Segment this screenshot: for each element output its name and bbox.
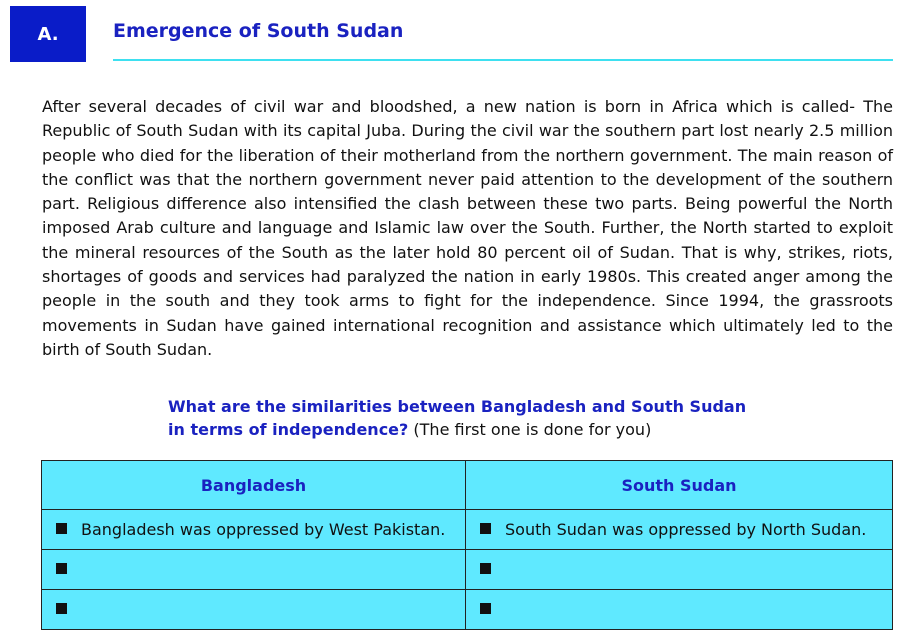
comparison-table	[41, 460, 893, 630]
table-cell[interactable]	[42, 590, 466, 630]
square-bullet-icon	[480, 523, 491, 534]
cell-text: South Sudan was oppressed by North Sudan.	[505, 520, 867, 539]
table-cell[interactable]	[466, 550, 893, 590]
square-bullet-icon	[480, 563, 491, 574]
square-bullet-icon	[480, 603, 491, 614]
section-badge: A.	[10, 6, 86, 62]
column-header-south-sudan: South Sudan	[466, 461, 893, 510]
question-text-line1: What are the similarities between Bangladesh and South Sudan	[168, 397, 747, 416]
question-note: (The first one is done for you)	[413, 420, 652, 439]
table-row	[42, 590, 893, 630]
square-bullet-icon	[56, 603, 67, 614]
square-bullet-icon	[56, 523, 67, 534]
reading-passage: After several decades of civil war and bloodshed, a new nation is born in Africa which is called- The Republic of South Sudan with its capital Juba. During the civil war the southern part lost nearly 2.5 million people who died for the liberation of their motherland from the northern government. The main reason of the conflict was that the northern government never paid attention to the development of the southern part. Religious difference also intensified the clash between these two parts. Being powerful the North imposed Arab culture and language and Islamic law over the South. Further, the North started to exploit the mineral resources of the South as the later hold 80 percent oil of Sudan. That is why, strikes, riots, shortages of goods and services had paralyzed the nation in early 1980s. This created anger among the people in the south and they took arms to fight for the independence. Since 1994, the grassroots movements in Sudan have gained international recognition and assistance which ultimately led to the birth of South Sudan.	[42, 97, 893, 359]
table-header-row	[42, 461, 893, 510]
section-title: Emergence of South Sudan	[113, 20, 404, 42]
column-header-bangladesh: Bangladesh	[42, 461, 466, 510]
cell-text: Bangladesh was oppressed by West Pakistan.	[81, 520, 446, 539]
table-cell[interactable]	[42, 550, 466, 590]
table-cell[interactable]	[466, 510, 893, 550]
table-row	[42, 510, 893, 550]
title-divider	[113, 59, 893, 61]
table-cell[interactable]	[466, 590, 893, 630]
question-prompt	[168, 395, 808, 441]
square-bullet-icon	[56, 563, 67, 574]
table-cell[interactable]	[42, 510, 466, 550]
question-text-line2: in terms of independence?	[168, 420, 409, 439]
table-row	[42, 550, 893, 590]
